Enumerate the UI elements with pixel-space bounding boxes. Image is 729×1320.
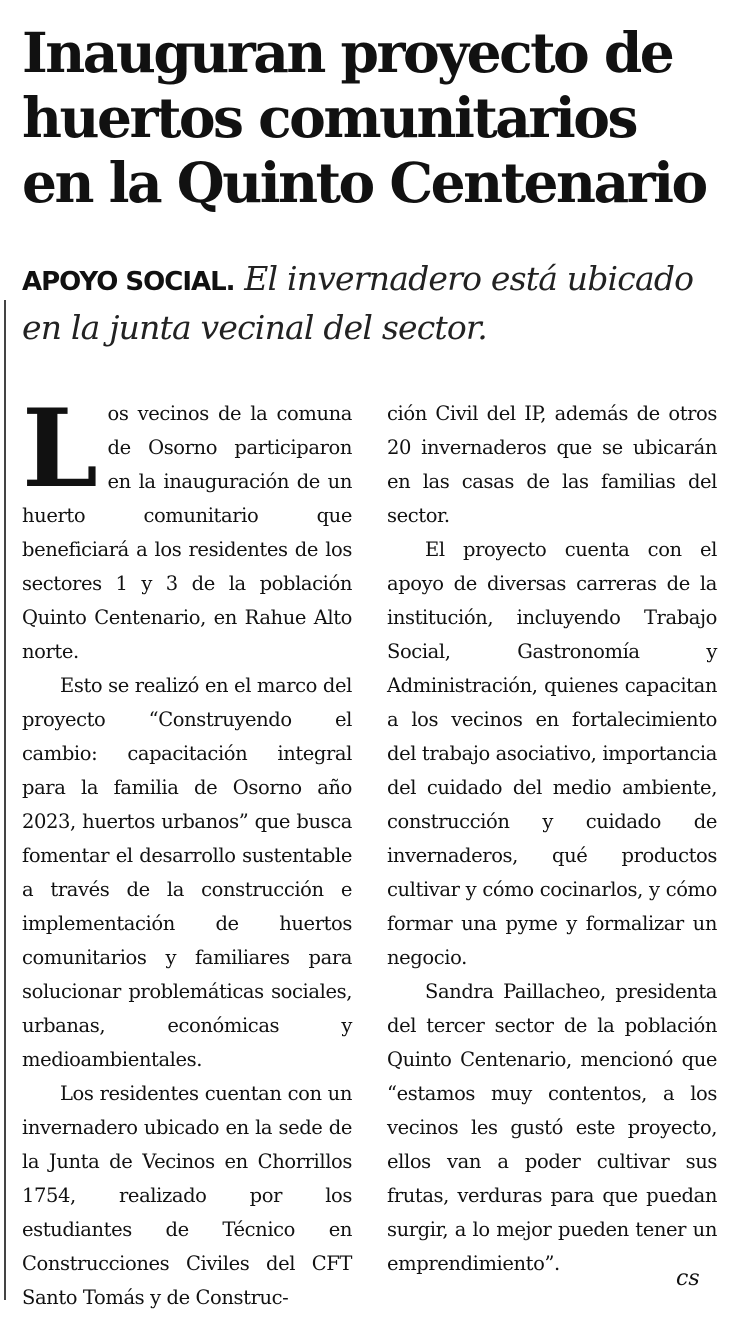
paragraph-2: Esto se realizó en el marco del proyecto “Construyendo el cambio: capacitación integral para la familia de Osorno año 2023, huertos urbanos” que busca fomentar el desarrollo sustentable a través de la construcción e implementación de huertos comunitarios y familiares para solucionar problemáticas sociales, urbanas, económicas y medioambientales.: [22, 674, 352, 1071]
column-rule: [4, 300, 6, 1300]
paragraph-3-end: ción Civil del IP, además de otros 20 invernaderos que se ubicarán en las casas de las familias del sector.: [387, 402, 717, 527]
paragraph-5: Sandra Paillacheo, presidenta del tercer sector de la población Quinto Centenario, mencionó que “estamos muy contentos, a los vecinos les gustó este proyecto, ellos van a poder cultivar sus frutas, verduras para que puedan surgir, a lo mejor pueden tener un emprendimiento”.: [387, 980, 717, 1275]
paragraph-1-text: os vecinos de la comuna de Osorno participaron en la inauguración de un huerto comunitario que beneficiará a los residentes de los sectores 1 y 3 de la población Quinto Centenario, en Rahue Alto norte.: [22, 402, 352, 663]
end-mark: cs: [676, 1266, 700, 1291]
drop-cap: L: [22, 386, 98, 512]
body-column-1: [22, 386, 352, 1315]
headline: Inauguran proyecto de huertos comunitarios en la Quinto Centenario: [22, 20, 706, 215]
paragraph-1: [22, 386, 352, 669]
body-column-2: [387, 397, 717, 1281]
paragraph-3-start: Los residentes cuentan con un invernadero ubicado en la sede de la Junta de Vecinos en Chorrillos 1754, realizado por los estudiantes de Técnico en Construcciones Civiles del CFT Santo Tomás y de Construc-: [22, 1082, 352, 1309]
paragraph-4: El proyecto cuenta con el apoyo de diversas carreras de la institución, incluyendo Trabajo Social, Gastronomía y Administración, quienes capacitan a los vecinos en fortalecimiento del trabajo asociativo, importancia del cuidado del medio ambiente, construcción y cuidado de invernaderos, qué productos cultivar y cómo cocinarlos, y cómo formar una pyme y formalizar un negocio.: [387, 538, 717, 969]
deck: [22, 256, 722, 350]
kicker: APOYO SOCIAL.: [22, 267, 235, 297]
deck-text: El invernadero está ubicado en la junta vecinal del sector.: [22, 259, 694, 347]
